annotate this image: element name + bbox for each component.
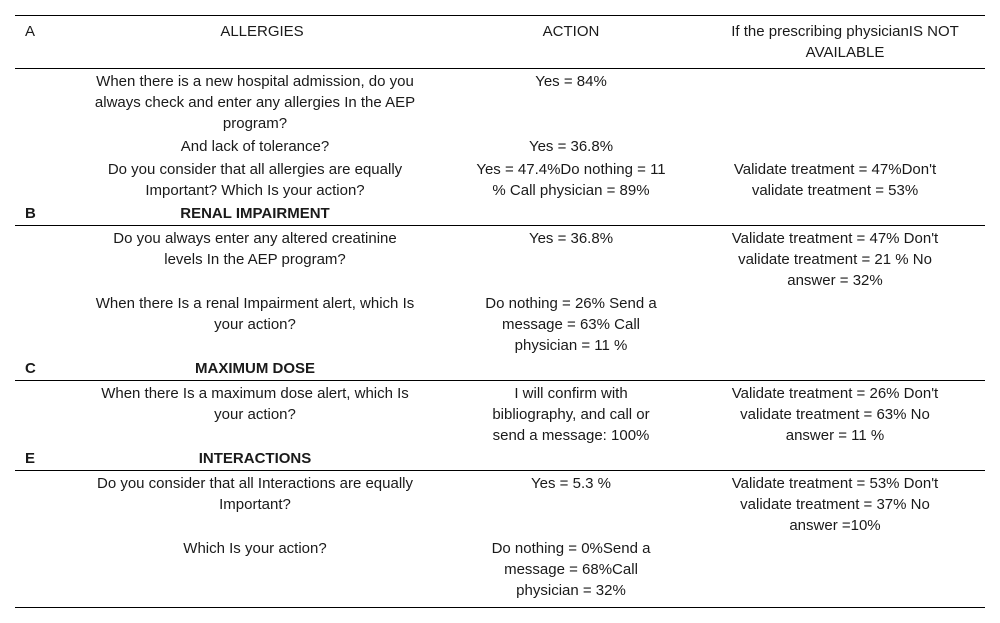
section-rule-maxdose [15, 380, 985, 381]
text-line: Yes = 5.3 % [531, 475, 611, 492]
section-letter-e: E [25, 450, 36, 467]
text-line: answer = 32% [787, 272, 883, 289]
allergies-q3-action [463, 159, 679, 201]
text-line: Important? [219, 496, 291, 513]
section-title-maxdose: MAXIMUM DOSE [195, 360, 315, 377]
text-line: Validate treatment = 47% Don't [731, 230, 939, 247]
text-line: Yes = 47.4%Do nothing = 11 [476, 161, 666, 178]
text-line: And lack of tolerance? [180, 138, 330, 155]
text-line: your action? [214, 406, 296, 423]
text-line: send a message: 100% [492, 427, 650, 444]
section-title-interactions: INTERACTIONS [198, 450, 312, 467]
text-line: When there Is a maximum dose alert, which Is [101, 385, 409, 402]
text-line: validate treatment = 63% No [740, 406, 930, 423]
maxdose-q1-action [463, 383, 679, 446]
text-line: I will confirm with [514, 385, 628, 402]
text-line: levels In the AEP program? [164, 251, 346, 268]
renal-q2-question [75, 293, 435, 335]
text-line: answer = 11 % [785, 427, 885, 444]
text-line: bibliography, and call or [492, 406, 650, 423]
text-line: Validate treatment = 53% Don't [731, 475, 939, 492]
header-allergies: ALLERGIES [220, 23, 304, 40]
text-line: validate treatment = 21 % No [738, 251, 932, 268]
header-unavailable-line1: If the prescribing physicianIS NOT [731, 23, 959, 40]
text-line: physician = 11 % [514, 337, 628, 354]
interactions-q1-action [463, 473, 679, 494]
allergies-q2-action [463, 136, 679, 157]
header-action: ACTION [542, 23, 600, 40]
header-bottom-rule [15, 68, 985, 69]
text-line: Yes = 36.8% [528, 230, 614, 247]
text-line: When there Is a renal Impairment alert, which Is [95, 295, 415, 312]
interactions-q2-question [75, 538, 435, 559]
allergies-q3-question [75, 159, 435, 201]
maxdose-q1-unavailable [715, 383, 955, 446]
text-line: Validate treatment = 26% Don't [731, 385, 939, 402]
allergies-q1-question [75, 71, 435, 134]
table-top-rule [15, 15, 985, 16]
text-line: Validate treatment = 47%Don't [733, 161, 937, 178]
renal-q1-question [75, 228, 435, 270]
text-line: Do nothing = 0%Send a [491, 540, 651, 557]
maxdose-q1-question [75, 383, 435, 425]
text-line: your action? [214, 316, 296, 333]
section-letter-c: C [25, 360, 36, 377]
renal-q2-action [463, 293, 679, 356]
allergies-q3-unavailable [715, 159, 955, 201]
allergies-q1-action [463, 71, 679, 92]
text-line: message = 63% Call [502, 316, 640, 333]
table-bottom-rule [15, 607, 985, 608]
text-line: validate treatment = 37% No [740, 496, 930, 513]
text-line: % Call physician = 89% [492, 182, 650, 199]
text-line: physician = 32% [516, 582, 626, 599]
text-line: Do you always enter any altered creatinine [113, 230, 397, 247]
renal-q1-unavailable [715, 228, 955, 291]
allergies-q2-question [75, 136, 435, 157]
section-letter-b: B [25, 205, 36, 222]
section-rule-renal [15, 225, 985, 226]
text-line: validate treatment = 53% [751, 182, 919, 199]
text-line: always check and enter any allergies In the AEP [94, 94, 416, 111]
text-line: Which Is your action? [183, 540, 327, 557]
text-line: message = 68%Call [504, 561, 638, 578]
header-letter-a: A [25, 23, 36, 40]
text-line: Yes = 36.8% [528, 138, 614, 155]
interactions-q2-action [463, 538, 679, 601]
renal-q1-action [463, 228, 679, 249]
header-physician-unavailable [709, 21, 981, 63]
interactions-q1-question [75, 473, 435, 515]
header-unavailable-line2: AVAILABLE [805, 44, 885, 61]
interactions-q1-unavailable [715, 473, 955, 536]
text-line: program? [222, 115, 288, 132]
section-rule-interactions [15, 470, 985, 471]
text-line: When there is a new hospital admission, do you [96, 73, 414, 90]
text-line: Do you consider that all Interactions are equally [96, 475, 413, 492]
text-line: Do nothing = 26% Send a [485, 295, 657, 312]
section-title-renal: RENAL IMPAIRMENT [180, 205, 330, 222]
text-line: answer =10% [789, 517, 881, 534]
text-line: Important? Which Is your action? [145, 182, 365, 199]
text-line: Yes = 84% [535, 73, 607, 90]
text-line: Do you consider that all allergies are equally [107, 161, 403, 178]
